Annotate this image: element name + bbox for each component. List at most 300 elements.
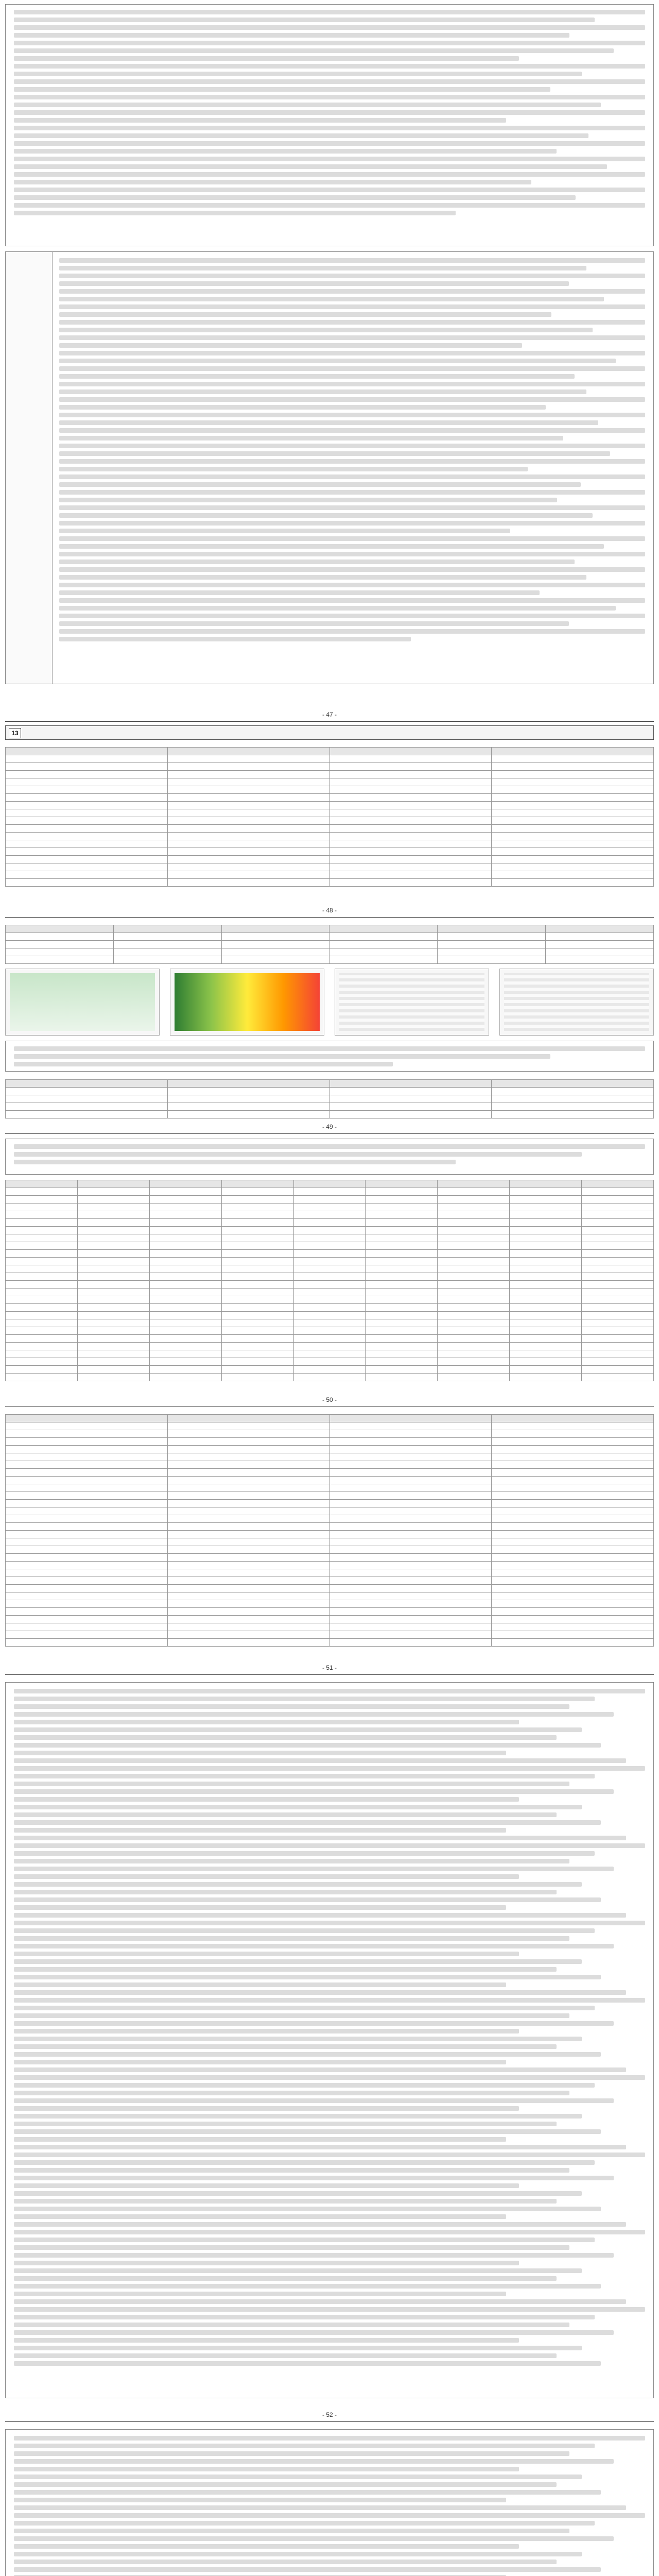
table-cell — [492, 1585, 654, 1592]
table-row — [6, 1600, 654, 1608]
text-line — [14, 1982, 506, 1987]
text-line — [14, 2191, 582, 2196]
table-cell — [510, 1265, 582, 1273]
table-row — [6, 1080, 654, 1088]
table-cell — [293, 1319, 366, 1327]
text-line — [14, 2230, 645, 2234]
table-cell — [149, 1289, 221, 1296]
table-cell — [438, 941, 546, 948]
table-cell — [438, 933, 546, 941]
table-cell — [149, 1211, 221, 1219]
table-row — [6, 1358, 654, 1366]
table-row — [6, 1296, 654, 1304]
table-cell — [167, 1088, 330, 1095]
table-cell — [330, 1103, 492, 1111]
table-cell — [6, 1103, 168, 1111]
table-row — [6, 1273, 654, 1281]
table-cell — [438, 1250, 510, 1258]
text-line — [14, 2560, 557, 2564]
table-cell — [330, 1446, 492, 1453]
text-line — [14, 2505, 626, 2510]
table-cell — [492, 840, 654, 848]
table-cell — [330, 1453, 492, 1461]
table-cell — [492, 1600, 654, 1608]
table-cell — [330, 1430, 492, 1438]
text-line — [14, 2451, 569, 2456]
table-row — [6, 1289, 654, 1296]
text-line — [14, 2529, 569, 2533]
table-cell — [293, 1281, 366, 1289]
table-cell — [167, 1080, 330, 1088]
table-cell — [6, 786, 168, 794]
table-cell — [221, 1350, 293, 1358]
table-cell — [149, 1265, 221, 1273]
table-cell — [6, 1095, 168, 1103]
table-row — [6, 1188, 654, 1196]
table-cell — [77, 1281, 149, 1289]
table-cell — [510, 1327, 582, 1335]
table-cell — [366, 1180, 438, 1188]
table-cell — [582, 1196, 654, 1204]
table-cell — [438, 1319, 510, 1327]
text-line — [14, 1913, 626, 1918]
text-line — [14, 2037, 582, 2041]
table-row — [6, 1234, 654, 1242]
text-line — [14, 2044, 557, 2049]
table-cell — [221, 1211, 293, 1219]
table-cell — [6, 925, 114, 933]
table-cell — [438, 1196, 510, 1204]
table-cell — [492, 1639, 654, 1647]
table-cell — [510, 1343, 582, 1350]
table-cell — [167, 817, 330, 825]
text-line — [14, 2013, 569, 2018]
table-cell — [221, 1234, 293, 1242]
text-line — [14, 2160, 595, 2165]
table-cell — [330, 1631, 492, 1639]
table-cell — [167, 786, 330, 794]
text-line — [14, 1836, 626, 1840]
table-row — [6, 863, 654, 871]
table-cell — [167, 833, 330, 840]
table-cell — [149, 1180, 221, 1188]
table-cell — [293, 1180, 366, 1188]
text-line — [14, 2567, 601, 2572]
table-cell — [510, 1296, 582, 1304]
text-line — [14, 2307, 645, 2312]
text-line — [14, 1843, 645, 1848]
table-cell — [492, 1569, 654, 1577]
table-row — [6, 1374, 654, 1381]
table-cell — [492, 1080, 654, 1088]
table-cell — [6, 1273, 78, 1281]
table-cell — [167, 1531, 330, 1538]
table-cell — [438, 1289, 510, 1296]
table-cell — [510, 1211, 582, 1219]
table-cell — [492, 1438, 654, 1446]
table-cell — [582, 1188, 654, 1196]
table-cell — [546, 956, 654, 964]
table-cell — [6, 1258, 78, 1265]
table-cell — [582, 1273, 654, 1281]
table-cell — [167, 778, 330, 786]
table-cell — [77, 1312, 149, 1319]
table-cell — [492, 1523, 654, 1531]
text-line — [14, 2498, 506, 2502]
text-line — [14, 2029, 519, 2033]
page-divider — [5, 1674, 654, 1675]
table-cell — [167, 1585, 330, 1592]
text-line — [14, 1905, 506, 1910]
table-cell — [293, 1188, 366, 1196]
table-cell — [510, 1219, 582, 1227]
table-cell — [492, 748, 654, 755]
table-cell — [167, 1577, 330, 1585]
table-row — [6, 1415, 654, 1422]
table-cell — [438, 1234, 510, 1242]
table-cell — [366, 1343, 438, 1350]
table-cell — [167, 1492, 330, 1500]
table-cell — [438, 1366, 510, 1374]
text-line — [14, 2261, 519, 2265]
table-cell — [77, 1343, 149, 1350]
notice-block-top — [5, 4, 654, 246]
table-cell — [6, 1196, 78, 1204]
table-cell — [221, 1265, 293, 1273]
table-cell — [6, 1281, 78, 1289]
table-cell — [438, 1219, 510, 1227]
table-row — [6, 1531, 654, 1538]
table-cell — [167, 1095, 330, 1103]
table-cell — [149, 1242, 221, 1250]
table-cell — [492, 833, 654, 840]
table-cell — [330, 786, 492, 794]
table-cell — [510, 1281, 582, 1289]
text-line — [14, 2060, 506, 2064]
table-cell — [492, 856, 654, 863]
table-cell — [167, 809, 330, 817]
table-cell — [330, 956, 438, 964]
table-row — [6, 763, 654, 771]
table-row — [6, 1242, 654, 1250]
table-cell — [167, 848, 330, 856]
table-cell — [492, 1477, 654, 1484]
table-cell — [77, 1250, 149, 1258]
table-row — [6, 1461, 654, 1469]
table-cell — [6, 1180, 78, 1188]
table-cell — [6, 1531, 168, 1538]
cost-breakdown-table — [5, 1180, 654, 1381]
table-cell — [438, 1304, 510, 1312]
text-line — [14, 1704, 569, 1709]
table-cell — [149, 1296, 221, 1304]
figure-certificate-2 — [499, 969, 654, 1036]
table-cell — [366, 1211, 438, 1219]
table-cell — [510, 1204, 582, 1211]
table-cell — [582, 1358, 654, 1366]
text-line — [14, 2052, 601, 2057]
table-row — [6, 1608, 654, 1616]
text-line — [14, 2444, 595, 2448]
table-cell — [330, 1111, 492, 1118]
table-cell — [221, 933, 330, 941]
table-cell — [167, 1608, 330, 1616]
table-cell — [492, 771, 654, 778]
table-cell — [510, 1335, 582, 1343]
table-cell — [6, 763, 168, 771]
table-cell — [221, 956, 330, 964]
table-cell — [6, 1569, 168, 1577]
table-cell — [330, 794, 492, 802]
table-cell — [293, 1234, 366, 1242]
table-cell — [492, 1415, 654, 1422]
text-line — [14, 2098, 614, 2103]
text-line — [14, 1758, 626, 1763]
table-cell — [6, 1422, 168, 1430]
table-cell — [221, 1219, 293, 1227]
table-cell — [293, 1296, 366, 1304]
table-cell — [6, 1515, 168, 1523]
table-cell — [582, 1350, 654, 1358]
table-cell — [366, 1188, 438, 1196]
table-cell — [438, 1211, 510, 1219]
table-row — [6, 879, 654, 887]
notice-block-costs — [5, 1139, 654, 1175]
table-cell — [366, 1242, 438, 1250]
table-cell — [330, 1623, 492, 1631]
page-number: - 52 - — [322, 2411, 337, 2418]
table-cell — [492, 1453, 654, 1461]
table-cell — [582, 1258, 654, 1265]
table-row — [6, 948, 654, 956]
table-cell — [330, 856, 492, 863]
text-line — [14, 1766, 645, 1771]
text-line — [14, 1720, 519, 1724]
table-cell — [6, 848, 168, 856]
table-cell — [167, 1453, 330, 1461]
table-cell — [221, 1358, 293, 1366]
text-line — [14, 1828, 506, 1833]
table-cell — [6, 1616, 168, 1623]
table-cell — [582, 1265, 654, 1273]
table-row — [6, 1204, 654, 1211]
text-line — [14, 1743, 601, 1748]
table-cell — [330, 1608, 492, 1616]
text-line — [14, 1890, 557, 1894]
table-cell — [366, 1265, 438, 1273]
table-cell — [6, 1234, 78, 1242]
page-number: - 49 - — [322, 1123, 337, 1130]
table-cell — [221, 1250, 293, 1258]
table-cell — [149, 1335, 221, 1343]
table-cell — [167, 1469, 330, 1477]
table-cell — [167, 1111, 330, 1118]
table-cell — [582, 1296, 654, 1304]
table-cell — [6, 1242, 78, 1250]
table-cell — [330, 1538, 492, 1546]
table-cell — [167, 1631, 330, 1639]
table-cell — [330, 941, 438, 948]
table-cell — [6, 1477, 168, 1484]
table-cell — [492, 825, 654, 833]
page-divider — [5, 917, 654, 918]
text-line — [14, 2145, 626, 2149]
table-cell — [492, 786, 654, 794]
table-cell — [113, 948, 221, 956]
table-row — [6, 1616, 654, 1623]
table-cell — [6, 871, 168, 879]
table-cell — [582, 1219, 654, 1227]
table-cell — [6, 748, 168, 755]
table-cell — [330, 1639, 492, 1647]
text-line — [14, 1944, 614, 1948]
table-cell — [366, 1312, 438, 1319]
table-cell — [149, 1374, 221, 1381]
table-cell — [366, 1335, 438, 1343]
table-cell — [582, 1319, 654, 1327]
table-cell — [77, 1335, 149, 1343]
table-cell — [6, 1088, 168, 1095]
text-line — [14, 2284, 601, 2289]
table-cell — [6, 856, 168, 863]
table-cell — [366, 1296, 438, 1304]
table-cell — [492, 1546, 654, 1554]
table-cell — [293, 1227, 366, 1234]
table-cell — [167, 794, 330, 802]
text-line — [14, 2067, 626, 2072]
table-cell — [149, 1188, 221, 1196]
table-cell — [510, 1319, 582, 1327]
table-cell — [221, 1312, 293, 1319]
table-cell — [366, 1227, 438, 1234]
table-cell — [6, 1296, 78, 1304]
table-cell — [6, 933, 114, 941]
table-cell — [77, 1273, 149, 1281]
table-row — [6, 1196, 654, 1204]
table-cell — [438, 1343, 510, 1350]
table-cell — [6, 1562, 168, 1569]
table-cell — [6, 863, 168, 871]
table-cell — [582, 1227, 654, 1234]
table-cell — [167, 1515, 330, 1523]
text-line — [14, 2361, 601, 2366]
table-cell — [6, 1304, 78, 1312]
table-row — [6, 1523, 654, 1531]
text-line — [14, 1990, 626, 1995]
table-cell — [582, 1366, 654, 1374]
table-cell — [77, 1258, 149, 1265]
table-cell — [6, 833, 168, 840]
table-cell — [6, 1374, 78, 1381]
page-divider — [5, 1133, 654, 1134]
text-line — [14, 2467, 519, 2471]
table-cell — [366, 1219, 438, 1227]
table-cell — [510, 1196, 582, 1204]
text-line — [14, 2338, 519, 2343]
table-cell — [366, 1327, 438, 1335]
table-row — [6, 1438, 654, 1446]
table-cell — [366, 1234, 438, 1242]
table-cell — [6, 817, 168, 825]
table-row — [6, 840, 654, 848]
table-cell — [330, 817, 492, 825]
table-cell — [221, 1273, 293, 1281]
table-cell — [438, 1273, 510, 1281]
table-cell — [492, 1507, 654, 1515]
table-cell — [330, 1484, 492, 1492]
table-cell — [492, 763, 654, 771]
text-line — [14, 2075, 645, 2080]
table-cell — [330, 1461, 492, 1469]
table-cell — [438, 1296, 510, 1304]
table-cell — [6, 1554, 168, 1562]
page-number: - 50 - — [322, 1396, 337, 1403]
table-cell — [330, 1546, 492, 1554]
table-cell — [330, 825, 492, 833]
table-cell — [77, 1211, 149, 1219]
table-row — [6, 1227, 654, 1234]
table-cell — [330, 1422, 492, 1430]
table-row — [6, 1469, 654, 1477]
table-cell — [438, 1204, 510, 1211]
table-cell — [492, 1461, 654, 1469]
table-cell — [330, 1095, 492, 1103]
table-row — [6, 1446, 654, 1453]
table-cell — [293, 1242, 366, 1250]
table-cell — [6, 1453, 168, 1461]
text-line — [14, 2176, 614, 2180]
table-cell — [6, 1608, 168, 1616]
table-cell — [438, 1281, 510, 1289]
table-row — [6, 748, 654, 755]
text-line — [14, 1897, 601, 1902]
table-row — [6, 1492, 654, 1500]
table-row — [6, 1631, 654, 1639]
table-cell — [582, 1335, 654, 1343]
table-cell — [293, 1258, 366, 1265]
text-line — [14, 2106, 519, 2111]
table-cell — [167, 1600, 330, 1608]
table-cell — [438, 1227, 510, 1234]
table-row — [6, 1111, 654, 1118]
table-cell — [149, 1327, 221, 1335]
table-row — [6, 771, 654, 778]
table-row — [6, 1350, 654, 1358]
table-cell — [293, 1343, 366, 1350]
table-cell — [167, 840, 330, 848]
table-cell — [6, 941, 114, 948]
table-cell — [293, 1219, 366, 1227]
table-cell — [6, 1484, 168, 1492]
table-cell — [6, 1438, 168, 1446]
table-cell — [221, 1180, 293, 1188]
table-cell — [510, 1242, 582, 1250]
table-cell — [330, 1469, 492, 1477]
table-cell — [330, 848, 492, 856]
table-cell — [546, 941, 654, 948]
table-row — [6, 956, 654, 964]
text-line — [14, 2083, 595, 2088]
table-row — [6, 1546, 654, 1554]
table-cell — [438, 1335, 510, 1343]
table-cell — [167, 1523, 330, 1531]
table-row — [6, 1327, 654, 1335]
table-cell — [330, 1088, 492, 1095]
page-divider — [5, 1406, 654, 1407]
text-line — [14, 1975, 601, 1979]
table-cell — [438, 1188, 510, 1196]
table-cell — [6, 825, 168, 833]
